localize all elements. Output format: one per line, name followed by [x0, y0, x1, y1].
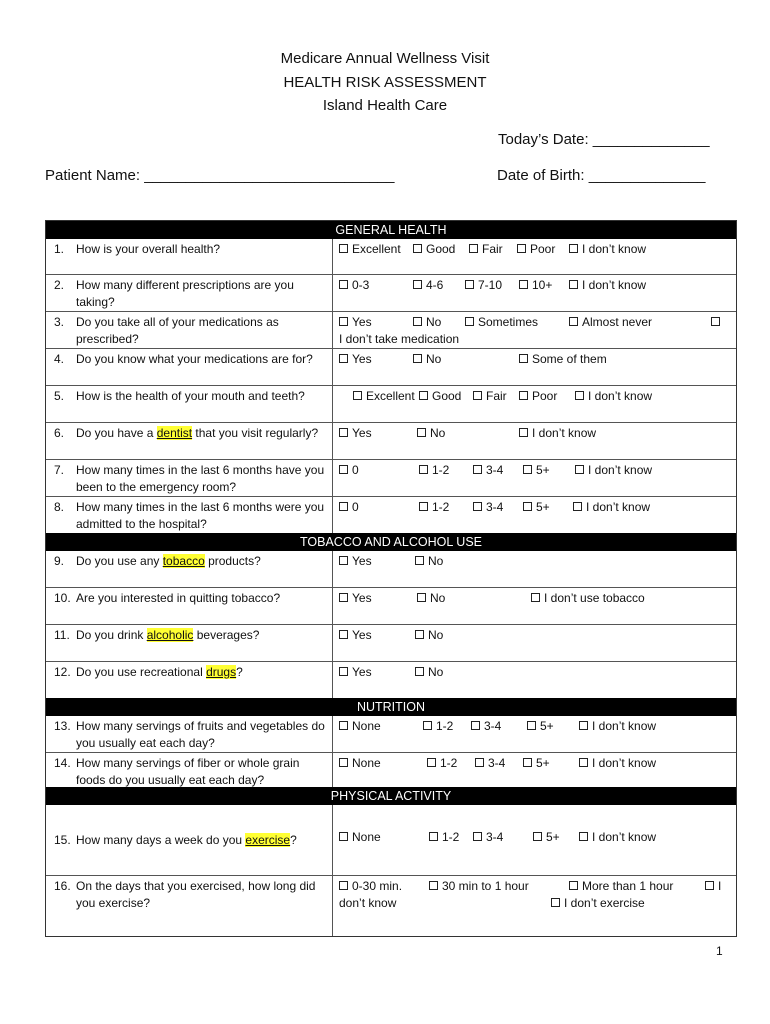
question-row	[46, 624, 736, 661]
answer-option[interactable]: I don’t know	[579, 829, 656, 846]
question-number: 3.	[54, 315, 65, 329]
question-number: 16.	[54, 879, 71, 893]
form-title: Medicare Annual Wellness Visit	[280, 50, 490, 67]
answer-option[interactable]: don’t know	[339, 896, 397, 910]
answer-option[interactable]: No	[415, 664, 443, 681]
section-tobacco-alcohol: TOBACCO AND ALCOHOL USE	[46, 533, 736, 551]
question-row	[46, 239, 736, 274]
answer-option[interactable]: 1-2	[419, 462, 449, 479]
question-text: Do you take all of your medications as prescribed?	[76, 315, 279, 346]
checkbox[interactable]	[519, 391, 528, 400]
checkbox[interactable]	[579, 721, 588, 730]
question-number: 14.	[54, 756, 71, 770]
question-number: 12.	[54, 665, 71, 679]
answer-option[interactable]: No	[417, 425, 445, 442]
question-row	[46, 587, 736, 624]
question-text: On the days that you exercised, how long did you exercise?	[76, 879, 316, 910]
answer-option[interactable]: Yes	[339, 425, 372, 442]
question-text: How many times in the last 6 months were you admitted to the hospital?	[76, 500, 325, 531]
answer-option[interactable]: Yes	[339, 553, 372, 570]
checkbox[interactable]	[465, 317, 474, 326]
highlighted-term: dentist	[156, 426, 193, 440]
checkbox[interactable]	[417, 428, 426, 437]
checkbox[interactable]	[473, 832, 482, 841]
answer-option[interactable]: Fair	[473, 388, 507, 405]
checkbox[interactable]	[575, 391, 584, 400]
checkbox[interactable]	[353, 391, 362, 400]
answer-option[interactable]: 1-2	[419, 499, 449, 516]
checkbox[interactable]	[339, 881, 348, 890]
question-row	[46, 551, 736, 587]
question-row	[46, 274, 736, 311]
question-text: Do you know what your medications are for?	[76, 352, 313, 366]
answer-option[interactable]: 1-2	[427, 755, 457, 772]
checkbox[interactable]	[415, 667, 424, 676]
checkbox[interactable]	[569, 317, 578, 326]
question-row	[46, 752, 736, 787]
answer-option[interactable]: 5+	[523, 462, 550, 479]
checkbox[interactable]	[523, 502, 532, 511]
checkbox[interactable]	[465, 280, 474, 289]
answer-option[interactable]: Good	[419, 388, 461, 405]
checkbox[interactable]	[523, 465, 532, 474]
answer-option[interactable]: None	[339, 718, 381, 735]
question-number: 11.	[54, 628, 70, 642]
checkbox[interactable]	[705, 881, 714, 890]
checkbox[interactable]	[339, 465, 348, 474]
answer-option[interactable]: 4-6	[413, 277, 443, 294]
answer-option[interactable]: None	[339, 829, 381, 846]
answer-option[interactable]: Fair	[469, 241, 503, 258]
answer-option[interactable]: Poor	[517, 241, 555, 258]
checkbox[interactable]	[523, 758, 532, 767]
answer-option[interactable]: 3-4	[473, 462, 503, 479]
checkbox[interactable]	[531, 593, 540, 602]
checkbox[interactable]	[419, 465, 428, 474]
question-row	[46, 422, 736, 459]
question-number: 15.	[54, 832, 71, 847]
answer-option[interactable]: 3-4	[475, 755, 505, 772]
checkbox[interactable]	[519, 280, 528, 289]
question-row	[46, 716, 736, 752]
question-row	[46, 661, 736, 698]
checkbox[interactable]	[429, 832, 438, 841]
checkbox[interactable]	[519, 428, 528, 437]
patient-name-field[interactable]: Patient Name: ______________________________	[45, 167, 395, 184]
answer-option[interactable]: Good	[413, 241, 455, 258]
question-number: 1.	[54, 242, 65, 256]
answer-option[interactable]: No	[415, 627, 443, 644]
answer-option[interactable]: I don’t know	[575, 388, 652, 405]
answer-option[interactable]: No	[413, 314, 441, 331]
checkbox[interactable]	[427, 758, 436, 767]
checkbox[interactable]	[517, 244, 526, 253]
answer-option[interactable]: 0	[339, 462, 359, 479]
checkbox[interactable]	[339, 244, 348, 253]
answer-option[interactable]: I	[705, 878, 721, 895]
highlighted-term: drugs	[206, 665, 237, 679]
question-text: How many servings of fruits and vegetables do you usually eat each day?	[76, 719, 325, 750]
answer-option[interactable]: 3-4	[471, 718, 501, 735]
question-number: 6.	[54, 426, 65, 440]
question-text: Do you use any tobacco products?	[76, 554, 261, 568]
checkbox[interactable]	[415, 630, 424, 639]
answer-option[interactable]: I don’t know	[569, 277, 646, 294]
todays-date-field[interactable]: Today’s Date: ______________	[498, 131, 710, 148]
question-text: How many servings of fiber or whole grain foods do you usually eat each day?	[76, 756, 300, 787]
answer-option[interactable]: Almost never	[569, 314, 652, 331]
answer-option[interactable]: 3-4	[473, 499, 503, 516]
checkbox[interactable]	[469, 244, 478, 253]
checkbox[interactable]	[339, 832, 348, 841]
checkbox[interactable]	[569, 244, 578, 253]
page-number: 1	[716, 944, 723, 958]
checkbox[interactable]	[473, 465, 482, 474]
answer-option[interactable]: I don’t know	[573, 499, 650, 516]
answer-option[interactable]: No	[413, 351, 441, 368]
checkbox[interactable]	[429, 881, 438, 890]
checkbox[interactable]	[339, 721, 348, 730]
section-physical-activity: PHYSICAL ACTIVITY	[46, 787, 736, 805]
answer-option[interactable]: No	[415, 553, 443, 570]
checkbox[interactable]	[339, 354, 348, 363]
question-row	[46, 311, 736, 348]
checkbox[interactable]	[415, 556, 424, 565]
checkbox[interactable]	[419, 391, 428, 400]
answer-option[interactable]: No	[417, 590, 445, 607]
answer-option[interactable]: I don’t know	[579, 718, 656, 735]
highlighted-term: alcoholic	[146, 628, 194, 642]
question-text: How is the health of your mouth and teeth?	[76, 389, 305, 403]
question-text: Do you have a dentist that you visit regularly?	[76, 426, 319, 440]
answer-option[interactable]: Yes	[339, 351, 372, 368]
question-text: Are you interested in quitting tobacco?	[76, 591, 281, 605]
answer-option[interactable]: I don’t take medication	[339, 332, 460, 346]
checkbox[interactable]	[519, 354, 528, 363]
question-row	[46, 805, 736, 875]
checkbox[interactable]	[339, 502, 348, 511]
answer-option[interactable]: Yes	[339, 664, 372, 681]
question-row	[46, 875, 736, 936]
highlighted-term: exercise	[245, 832, 291, 847]
checkbox[interactable]	[423, 721, 432, 730]
answer-option[interactable]: Yes	[339, 627, 372, 644]
checkbox[interactable]	[339, 630, 348, 639]
section-nutrition: NUTRITION	[46, 698, 736, 716]
highlighted-term: tobacco	[162, 554, 205, 568]
answer-option[interactable]: 5+	[527, 718, 554, 735]
checkbox[interactable]	[575, 465, 584, 474]
answer-option[interactable]: 0-30 min.	[339, 878, 402, 895]
question-number: 13.	[54, 719, 71, 733]
question-row	[46, 459, 736, 496]
checkbox[interactable]	[339, 556, 348, 565]
question-row	[46, 348, 736, 385]
checkbox[interactable]	[569, 881, 578, 890]
answer-option[interactable]: 5+	[523, 499, 550, 516]
answer-option[interactable]: I don’t know	[569, 241, 646, 258]
answer-option[interactable]: 0-3	[339, 277, 369, 294]
checkbox[interactable]	[339, 428, 348, 437]
checkbox[interactable]	[339, 280, 348, 289]
checkbox[interactable]	[579, 758, 588, 767]
answer-option[interactable]: I don’t know	[575, 462, 652, 479]
checkbox[interactable]	[339, 317, 348, 326]
answer-option[interactable]: Poor	[519, 388, 557, 405]
answer-option[interactable]: 1-2	[429, 829, 459, 846]
answer-option[interactable]	[711, 314, 724, 331]
answer-option[interactable]: None	[339, 755, 381, 772]
question-number: 7.	[54, 463, 65, 477]
checkbox[interactable]	[533, 832, 542, 841]
answer-option[interactable]: More than 1 hour	[569, 878, 673, 895]
checkbox[interactable]	[569, 280, 578, 289]
answer-option[interactable]: Yes	[339, 314, 372, 331]
question-text: Do you use recreational drugs?	[76, 665, 243, 679]
question-number: 10.	[54, 591, 71, 605]
question-text: Do you drink alcoholic beverages?	[76, 628, 260, 642]
answer-option[interactable]: 7-10	[465, 277, 502, 294]
question-row	[46, 496, 736, 533]
question-text: How is your overall health?	[76, 242, 221, 256]
checkbox[interactable]	[471, 721, 480, 730]
checkbox[interactable]	[413, 244, 422, 253]
answer-option[interactable]: 1-2	[423, 718, 453, 735]
checkbox[interactable]	[527, 721, 536, 730]
question-text: How many different prescriptions are you taking?	[76, 278, 294, 309]
checkbox[interactable]	[573, 502, 582, 511]
answer-option[interactable]: I don’t use tobacco	[531, 590, 645, 607]
checkbox[interactable]	[339, 758, 348, 767]
assessment-table	[45, 220, 737, 937]
question-number: 5.	[54, 389, 65, 403]
answer-option[interactable]: Excellent	[353, 388, 415, 405]
checkbox[interactable]	[419, 502, 428, 511]
form-subtitle: HEALTH RISK ASSESSMENT	[283, 74, 487, 91]
question-number: 9.	[54, 554, 65, 568]
answer-option[interactable]: 5+	[533, 829, 560, 846]
checkbox[interactable]	[475, 758, 484, 767]
answer-option[interactable]: Yes	[339, 590, 372, 607]
checkbox[interactable]	[339, 667, 348, 676]
checkbox[interactable]	[473, 502, 482, 511]
answer-option[interactable]: Some of them	[519, 351, 607, 368]
answer-option[interactable]: 30 min to 1 hour	[429, 878, 529, 895]
answer-option[interactable]: 10+	[519, 277, 552, 294]
checkbox[interactable]	[413, 280, 422, 289]
checkbox[interactable]	[711, 317, 720, 326]
answer-option[interactable]: I don’t know	[519, 425, 596, 442]
checkbox[interactable]	[551, 898, 560, 907]
question-number: 2.	[54, 278, 65, 292]
question-row	[46, 385, 736, 422]
question-number: 8.	[54, 500, 65, 514]
question-text: How many times in the last 6 months have you been to the emergency room?	[76, 463, 325, 494]
answer-option[interactable]: 0	[339, 499, 359, 516]
checkbox[interactable]	[473, 391, 482, 400]
question-text: How many days a week do you exercise?	[76, 832, 297, 847]
answer-option[interactable]: 5+	[523, 755, 550, 772]
dob-field[interactable]: Date of Birth: ______________	[497, 167, 706, 184]
section-general-health: GENERAL HEALTH	[46, 221, 736, 239]
checkbox[interactable]	[339, 593, 348, 602]
checkbox[interactable]	[413, 317, 422, 326]
checkbox[interactable]	[417, 593, 426, 602]
question-number: 4.	[54, 352, 65, 366]
clinic-name: Island Health Care	[322, 97, 448, 114]
answer-option[interactable]: Excellent	[339, 241, 401, 258]
checkbox[interactable]	[579, 832, 588, 841]
answer-option[interactable]: 3-4	[473, 829, 503, 846]
answer-option[interactable]: Sometimes	[465, 314, 538, 331]
answer-option[interactable]: I don’t exercise	[551, 895, 645, 912]
checkbox[interactable]	[413, 354, 422, 363]
answer-option[interactable]: I don’t know	[579, 755, 656, 772]
